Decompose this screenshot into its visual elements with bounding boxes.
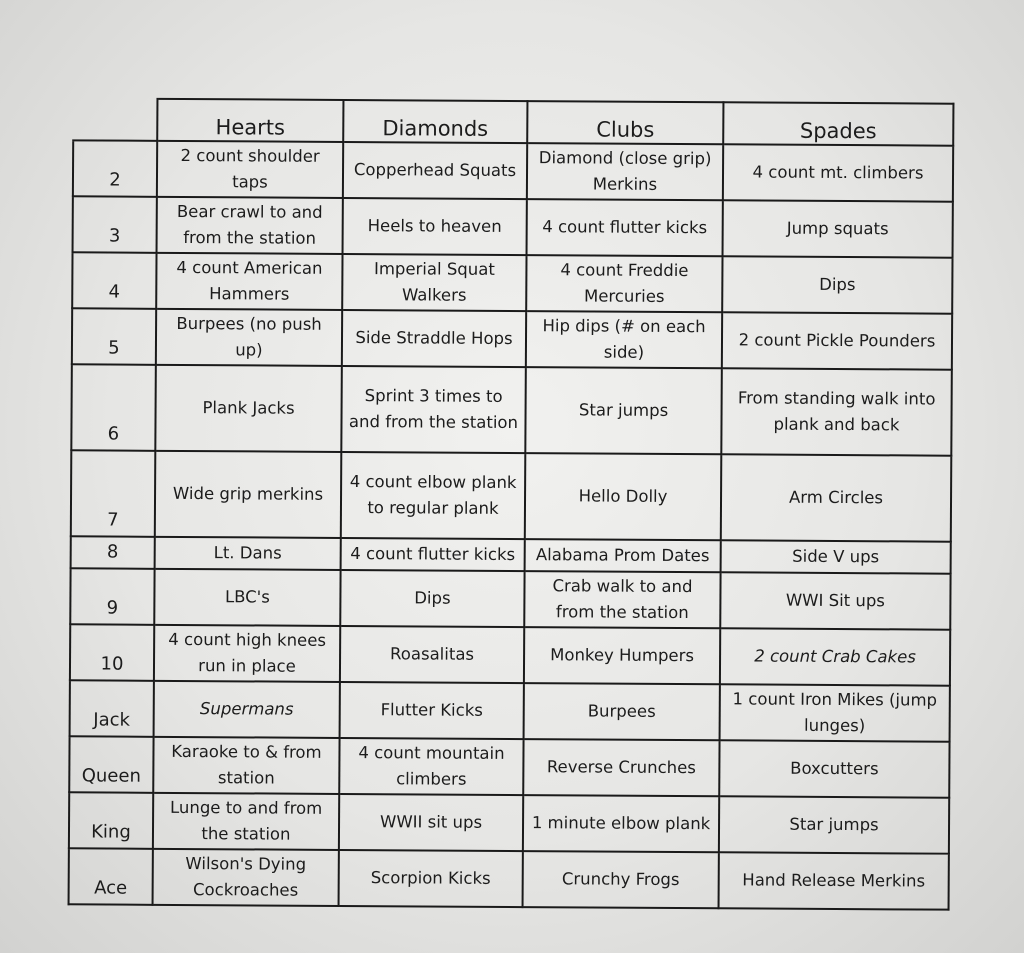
diamonds-cell: Copperhead Squats	[343, 142, 527, 199]
clubs-cell: 4 count flutter kicks	[527, 199, 723, 256]
hearts-cell: Plank Jacks	[155, 365, 342, 452]
table-row	[70, 624, 950, 685]
spades-cell: Jump squats	[723, 200, 953, 257]
diamonds-cell: Dips	[340, 570, 524, 627]
rank-cell: 4	[72, 252, 156, 309]
rank-cell: 10	[70, 624, 154, 681]
table-row	[69, 792, 949, 853]
hearts-cell: 4 count high knees run in place	[154, 625, 340, 682]
clubs-cell: 4 count Freddie Mercuries	[526, 255, 722, 312]
diamonds-cell: WWII sit ups	[339, 794, 523, 851]
diamonds-cell: Scorpion Kicks	[339, 850, 523, 907]
spades-cell: Hand Release Merkins	[719, 852, 949, 909]
clubs-cell: Crab walk to and from the station	[524, 571, 720, 628]
clubs-cell: Diamond (close grip) Merkins	[527, 143, 723, 200]
diamonds-cell: Heels to heaven	[343, 198, 527, 255]
clubs-cell: Star jumps	[525, 367, 722, 454]
spades-cell: Boxcutters	[719, 740, 949, 797]
clubs-cell: Hip dips (# on each side)	[526, 311, 722, 368]
spades-cell: Star jumps	[719, 796, 949, 853]
diamonds-cell: 4 count mountain climbers	[339, 738, 523, 795]
table-row	[72, 308, 952, 369]
table-row	[69, 736, 949, 797]
corner-cell	[73, 98, 157, 141]
spades-cell: Arm Circles	[721, 454, 952, 541]
table-row	[70, 568, 950, 629]
rank-cell: Queen	[69, 736, 153, 793]
clubs-cell: Monkey Humpers	[524, 627, 720, 684]
diamonds-cell: Imperial Squat Walkers	[342, 254, 526, 311]
card-workout-table	[68, 97, 955, 910]
header-row	[73, 98, 953, 145]
table-row	[71, 536, 951, 573]
header-spades: Spades	[723, 102, 953, 145]
header-diamonds: Diamonds	[343, 100, 527, 143]
rank-cell: King	[69, 792, 153, 849]
hearts-cell: Lt. Dans	[155, 537, 341, 570]
hearts-cell: Bear crawl to and from the station	[157, 197, 343, 254]
rank-cell: 9	[70, 568, 154, 625]
table-row	[71, 450, 952, 541]
hearts-cell: Supermans	[154, 681, 340, 738]
hearts-cell: 2 count shoulder taps	[157, 141, 343, 198]
hearts-cell: Karaoke to & from station	[153, 737, 339, 794]
hearts-cell: Lunge to and from the station	[153, 793, 339, 850]
spades-cell: 1 count Iron Mikes (jump lunges)	[720, 684, 950, 741]
table-row	[69, 848, 949, 909]
hearts-cell: Burpees (no push up)	[156, 309, 342, 366]
rank-cell: 5	[72, 308, 156, 365]
rank-cell: 8	[71, 536, 155, 569]
hearts-cell: Wide grip merkins	[155, 451, 342, 538]
spades-cell: WWI Sit ups	[720, 572, 950, 629]
header-clubs: Clubs	[527, 101, 723, 144]
diamonds-cell: 4 count flutter kicks	[341, 538, 525, 571]
spades-cell: From standing walk into plank and back	[721, 368, 952, 455]
diamonds-cell: 4 count elbow plank to regular plank	[341, 452, 526, 539]
table-row	[73, 140, 953, 201]
spades-cell: 2 count Pickle Pounders	[722, 312, 952, 369]
diamonds-cell: Sprint 3 times to and from the station	[341, 366, 526, 453]
table-row	[72, 252, 952, 313]
table-row	[70, 680, 950, 741]
spades-cell: Side V ups	[721, 540, 951, 573]
rank-cell: 6	[71, 364, 156, 451]
rank-cell: 7	[71, 450, 156, 537]
clubs-cell: 1 minute elbow plank	[523, 795, 719, 852]
diamonds-cell: Side Straddle Hops	[342, 310, 526, 367]
rank-cell: 2	[73, 140, 157, 197]
hearts-cell: Wilson's Dying Cockroaches	[153, 849, 339, 906]
clubs-cell: Crunchy Frogs	[523, 851, 719, 908]
spades-cell: 2 count Crab Cakes	[720, 628, 950, 685]
table-row	[73, 196, 953, 257]
rank-cell: 3	[73, 196, 157, 253]
clubs-cell: Reverse Crunches	[523, 739, 719, 796]
spades-cell: Dips	[722, 256, 952, 313]
clubs-cell: Hello Dolly	[525, 453, 722, 540]
rank-cell: Ace	[69, 848, 153, 905]
hearts-cell: 4 count American Hammers	[156, 253, 342, 310]
rank-cell: Jack	[70, 680, 154, 737]
table-row	[71, 364, 952, 455]
clubs-cell: Alabama Prom Dates	[525, 539, 721, 572]
diamonds-cell: Flutter Kicks	[340, 682, 524, 739]
diamonds-cell: Roasalitas	[340, 626, 524, 683]
spades-cell: 4 count mt. climbers	[723, 144, 953, 201]
hearts-cell: LBC's	[154, 569, 340, 626]
header-hearts: Hearts	[157, 99, 343, 142]
clubs-cell: Burpees	[524, 683, 720, 740]
